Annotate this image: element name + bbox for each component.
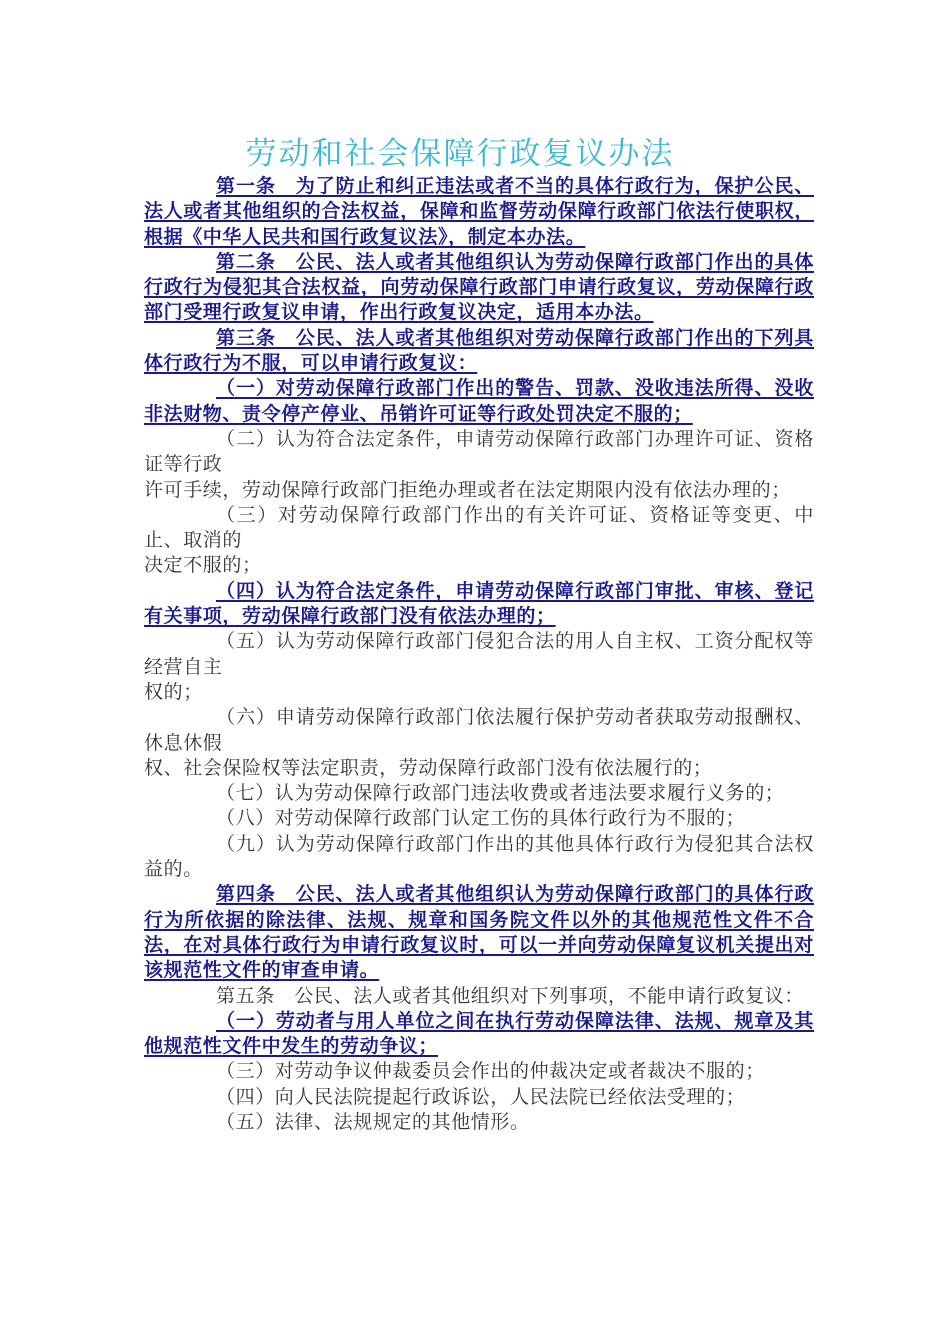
paragraph — [144, 1009, 814, 1060]
paragraph — [144, 680, 814, 705]
paragraph — [144, 579, 814, 630]
article-3-item-3a: （三）对劳动保障行政部门作出的有关许可证、资格证等变更、中止、取消的 — [144, 503, 814, 552]
article-3-item-8: （八）对劳动保障行政部门认定工伤的具体行政行为不服的； — [216, 807, 746, 830]
article-3-item-6a: （六）申请劳动保障行政部门依法履行保护劳动者获取劳动报酬权、休息休假 — [144, 706, 814, 754]
document-title: 劳动和社会保障行政复议办法 — [245, 136, 675, 172]
paragraph — [144, 376, 814, 427]
article-3-item-9: （九）认为劳动保障行政部门作出的其他具体行政行为侵犯其合法权益的。 — [144, 832, 814, 881]
article-2-text[interactable]: 第二条 公民、法人或者其他组织认为劳动保障行政部门作出的具体行政行为侵犯其合法权益，向劳动保障行政部门申请行政复议，劳动保障行政部门受理行政复议申请，作出行政复议决定，适用本办法。 — [144, 250, 814, 324]
article-3-item-1[interactable]: （一）对劳动保障行政部门作出的警告、罚款、没收违法所得、没收非法财物、责令停产停业、吊销许可证等行政处罚决定不服的； — [144, 377, 814, 425]
article-3-text[interactable]: 第三条 公民、法人或者其他组织对劳动保障行政部门作出的下列具体行政行为不服，可以申请行政复议： — [144, 326, 814, 375]
article-3-item-7: （七）认为劳动保障行政部门违法收费或者违法要求履行义务的； — [216, 782, 785, 805]
paragraph — [144, 503, 814, 554]
article-4-text[interactable]: 第四条 公民、法人或者其他组织认为劳动保障行政部门的具体行政行为所依据的除法律、法规、规章和国务院文件以外的其他规范性文件不合法，在对具体行政行为申请行政复议时，可以一并向劳动保障复议机关提出对该规范性文件的审查申请。 — [144, 883, 814, 982]
paragraph — [144, 629, 814, 680]
article-3-item-5b: 权的； — [144, 680, 203, 703]
article-5-text: 第五条 公民、法人或者其他组织对下列事项，不能申请行政复议： — [216, 984, 805, 1007]
paragraph — [144, 1110, 814, 1135]
paragraph — [144, 174, 814, 250]
article-3-item-2a: （二）认为符合法定条件，申请劳动保障行政部门办理许可证、资格证等行政 — [144, 427, 814, 476]
document-body — [144, 174, 814, 1135]
paragraph — [144, 553, 814, 578]
article-3-item-6b: 权、社会保险权等法定职责，劳动保障行政部门没有依法履行的； — [144, 756, 713, 779]
article-3-item-3b: 决定不服的； — [144, 554, 262, 577]
paragraph — [144, 705, 814, 756]
article-3-item-5a: （五）认为劳动保障行政部门侵犯合法的用人自主权、工资分配权等经营自主 — [144, 630, 814, 678]
paragraph — [144, 427, 814, 478]
article-3-item-4[interactable]: （四）认为符合法定条件，申请劳动保障行政部门审批、审核、登记有关事项，劳动保障行政部门没有依法办理的； — [144, 579, 814, 628]
article-1-text[interactable]: 第一条 为了防止和纠正违法或者不当的具体行政行为，保护公民、法人或者其他组织的合法权益，保障和监督劳动保障行政部门依法行使职权，根据《中华人民共和国行政复议法》，制定本办法。 — [144, 175, 814, 248]
paragraph — [144, 832, 814, 883]
article-3-item-2b: 许可手续，劳动保障行政部门拒绝办理或者在法定期限内没有依法办理的； — [144, 478, 791, 501]
paragraph — [144, 781, 814, 806]
paragraph — [144, 806, 814, 831]
paragraph — [144, 756, 814, 781]
article-5-item-1[interactable]: （一）劳动者与用人单位之间在执行劳动保障法律、法规、规章及其他规范性文件中发生的劳动争议； — [144, 1009, 814, 1058]
article-5-item-4: （四）向人民法院提起行政诉讼，人民法院已经依法受理的； — [216, 1085, 746, 1108]
paragraph — [144, 326, 814, 377]
paragraph — [144, 984, 814, 1009]
paragraph — [144, 478, 814, 503]
article-5-item-3: （三）对劳动争议仲裁委员会作出的仲裁决定或者裁决不服的； — [216, 1060, 765, 1083]
paragraph — [144, 1085, 814, 1110]
paragraph — [144, 882, 814, 983]
paragraph — [144, 1059, 814, 1084]
article-5-item-5: （五）法律、法规规定的其他情形。 — [216, 1110, 530, 1133]
paragraph — [144, 250, 814, 326]
